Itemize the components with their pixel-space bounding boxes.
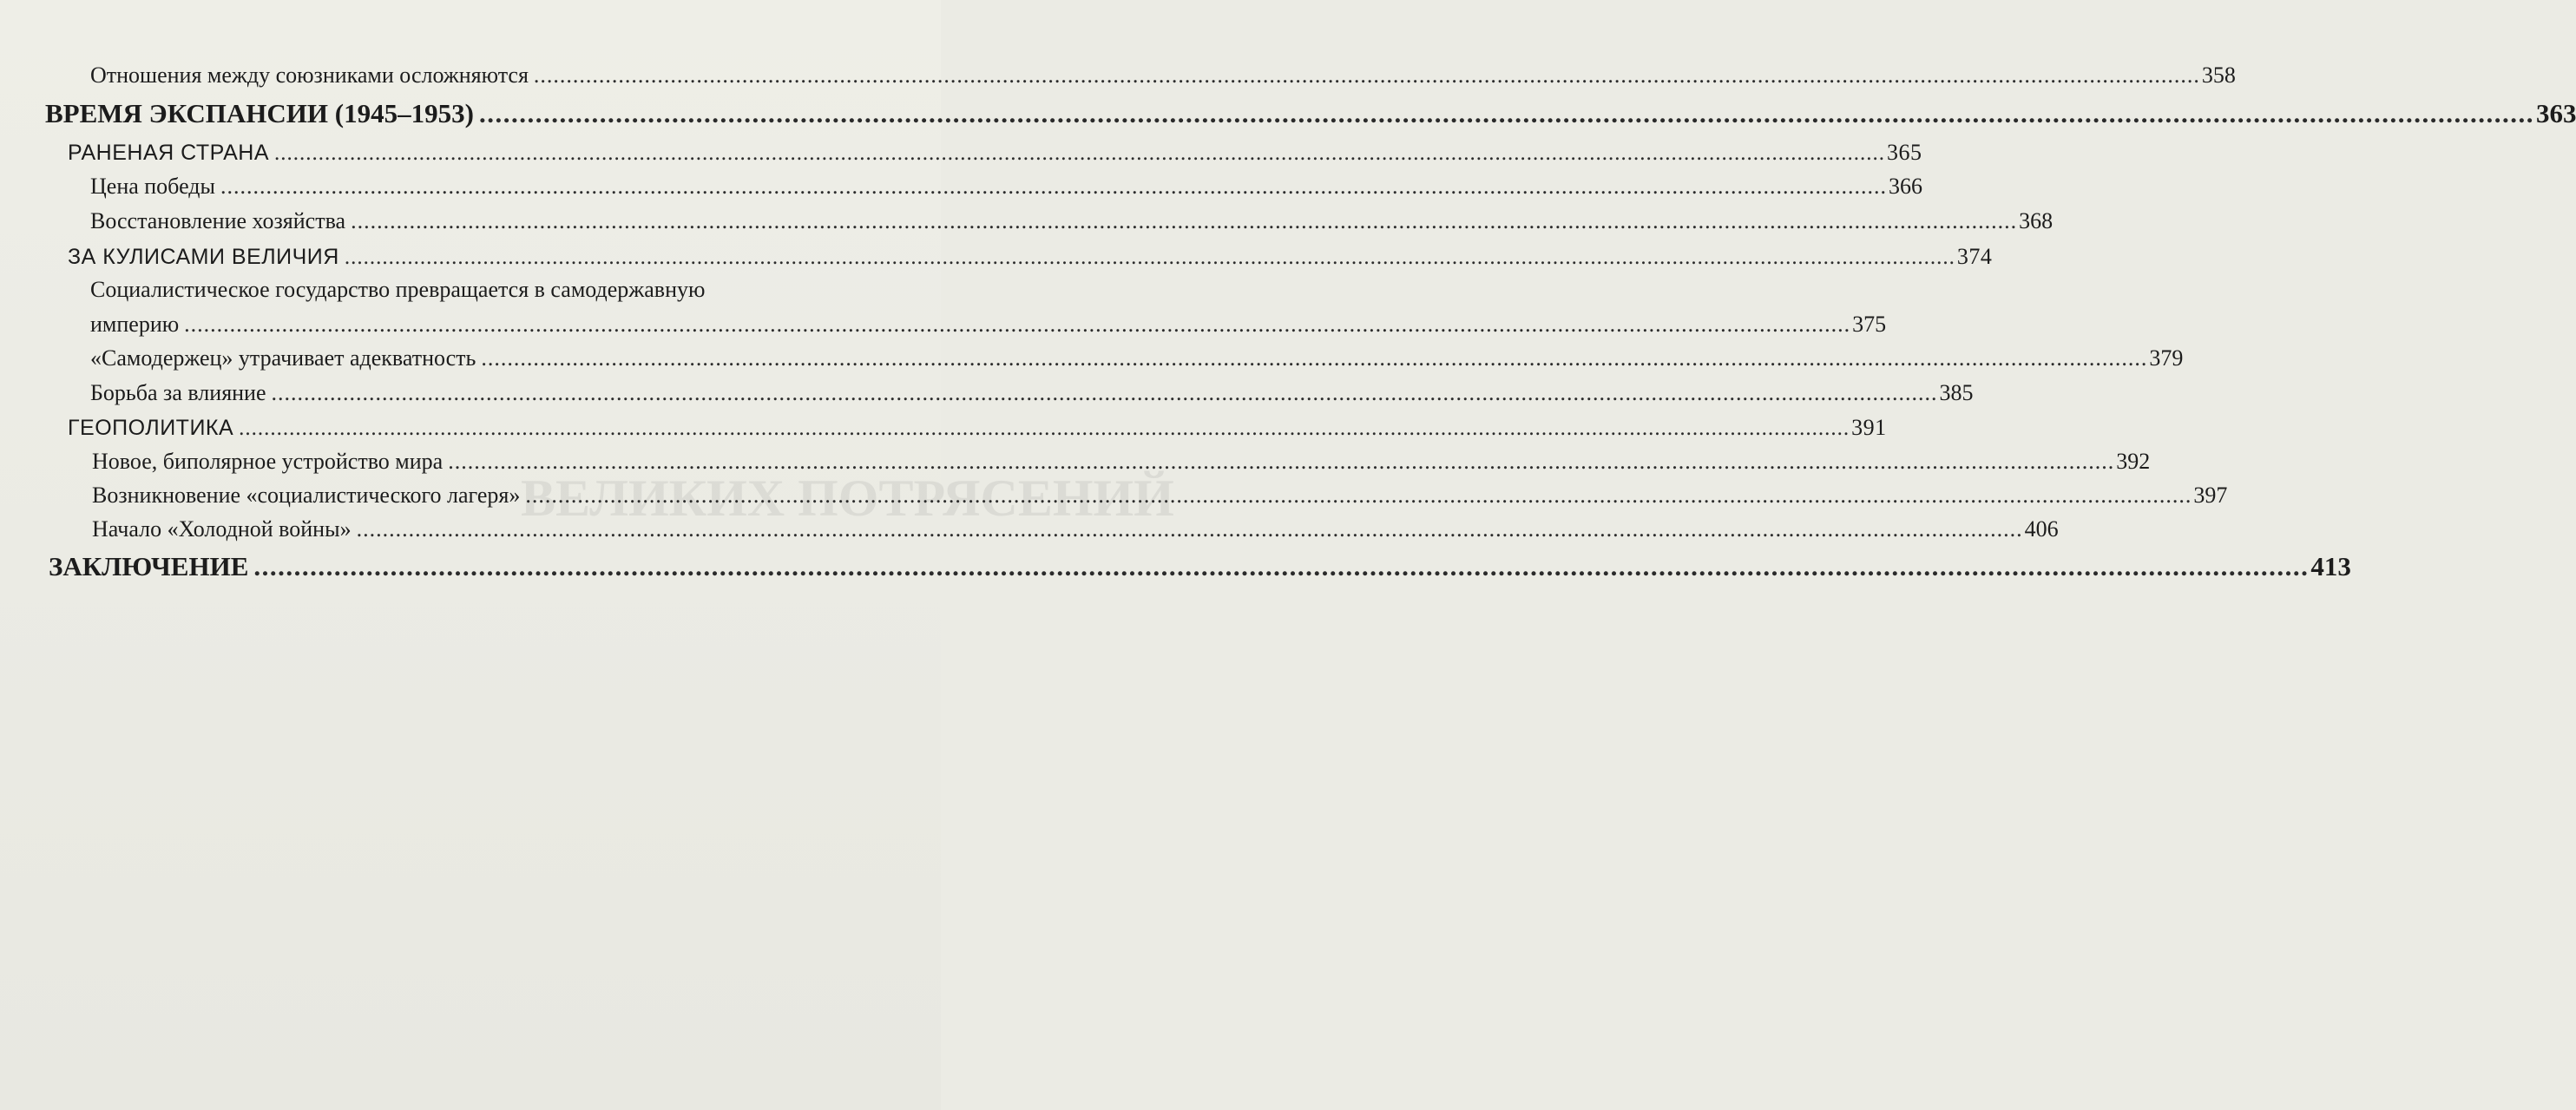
toc-part-entry[interactable] [49,551,2351,582]
toc-entry-page: 374 [1956,244,1993,269]
leader-dots [272,380,1938,406]
toc-entry-title-line2: империю [90,312,180,337]
leader-dots [357,516,2023,542]
toc-chapter-entry[interactable] [68,140,1922,166]
toc-chapter-entry[interactable] [68,244,1993,270]
toc-entry-page: 365 [1887,140,1922,165]
toc-entry-page: 413 [2310,551,2351,581]
leader-dots [253,551,2309,582]
leader-dots [345,246,1955,270]
leader-dots [481,345,2147,371]
toc-entry[interactable] [90,62,2236,89]
toc-entry-page: 375 [1852,312,1887,337]
toc-entry[interactable] [90,380,1974,406]
toc-entry-title: ВРЕМЯ ЭКСПАНСИИ (1945–1953) [45,98,474,128]
toc-entry-page: 363 [2535,98,2576,128]
toc-entry-page: 379 [2149,345,2184,371]
toc-entry-page: 366 [1888,174,1922,199]
leader-dots [479,98,2534,129]
toc-entry-page: 391 [1851,415,1887,440]
toc-entry[interactable] [92,516,2059,542]
show-through-text: ВЕЛИКИХ ПОТРЯСЕНИЙ [521,470,1174,527]
toc-part-entry[interactable] [45,98,2576,129]
leader-dots [274,141,1885,166]
toc-entry-page: 397 [2193,483,2228,508]
toc-entry-title: Восстановление хозяйства [90,208,346,233]
toc-entry-title: ГЕОПОЛИТИКА [68,416,234,440]
toc-entry-title: Начало «Холодной войны» [92,516,352,542]
toc-entry[interactable] [90,174,1922,200]
toc-entry[interactable] [92,449,2151,475]
leader-dots [220,174,1887,200]
toc-entry-title-line1[interactable]: Социалистическое государство превращается в самодержавную [90,277,706,302]
toc-entry[interactable] [92,483,2228,509]
toc-entry-title: «Самодержец» утрачивает адекватность [90,345,476,371]
toc-entry-title: РАНЕНАЯ СТРАНА [68,141,270,165]
leader-dots [525,483,2192,509]
toc-entry[interactable] [90,345,2184,371]
leader-dots [239,417,1850,441]
toc-entry-title: Отношения между союзниками осложняются [90,62,529,88]
toc-entry-title: Новое, биполярное устройство мира [92,449,444,474]
toc-entry-title: Цена победы [90,174,215,199]
toc-entry-page: 406 [2024,516,2059,542]
toc-chapter-entry[interactable] [68,415,1887,441]
toc-entry-title: Возникновение «социалистического лагеря» [92,483,521,508]
toc-entry-page: 358 [2201,62,2236,88]
toc-entry-page: 385 [1939,380,1974,405]
toc-entry[interactable] [90,208,2054,234]
toc-entry-page: 368 [2019,208,2054,233]
toc-entry-title: ЗАКЛЮЧЕНИЕ [49,551,249,581]
leader-dots [534,62,2200,89]
leader-dots [448,449,2114,475]
leader-dots [351,208,2017,234]
leader-dots [184,312,1850,338]
toc-entry-title: ЗА КУЛИСАМИ ВЕЛИЧИЯ [68,245,339,269]
toc-entry[interactable] [90,312,1887,338]
toc-entry-title: Борьба за влияние [90,380,266,405]
toc-entry-page: 392 [2116,449,2151,474]
